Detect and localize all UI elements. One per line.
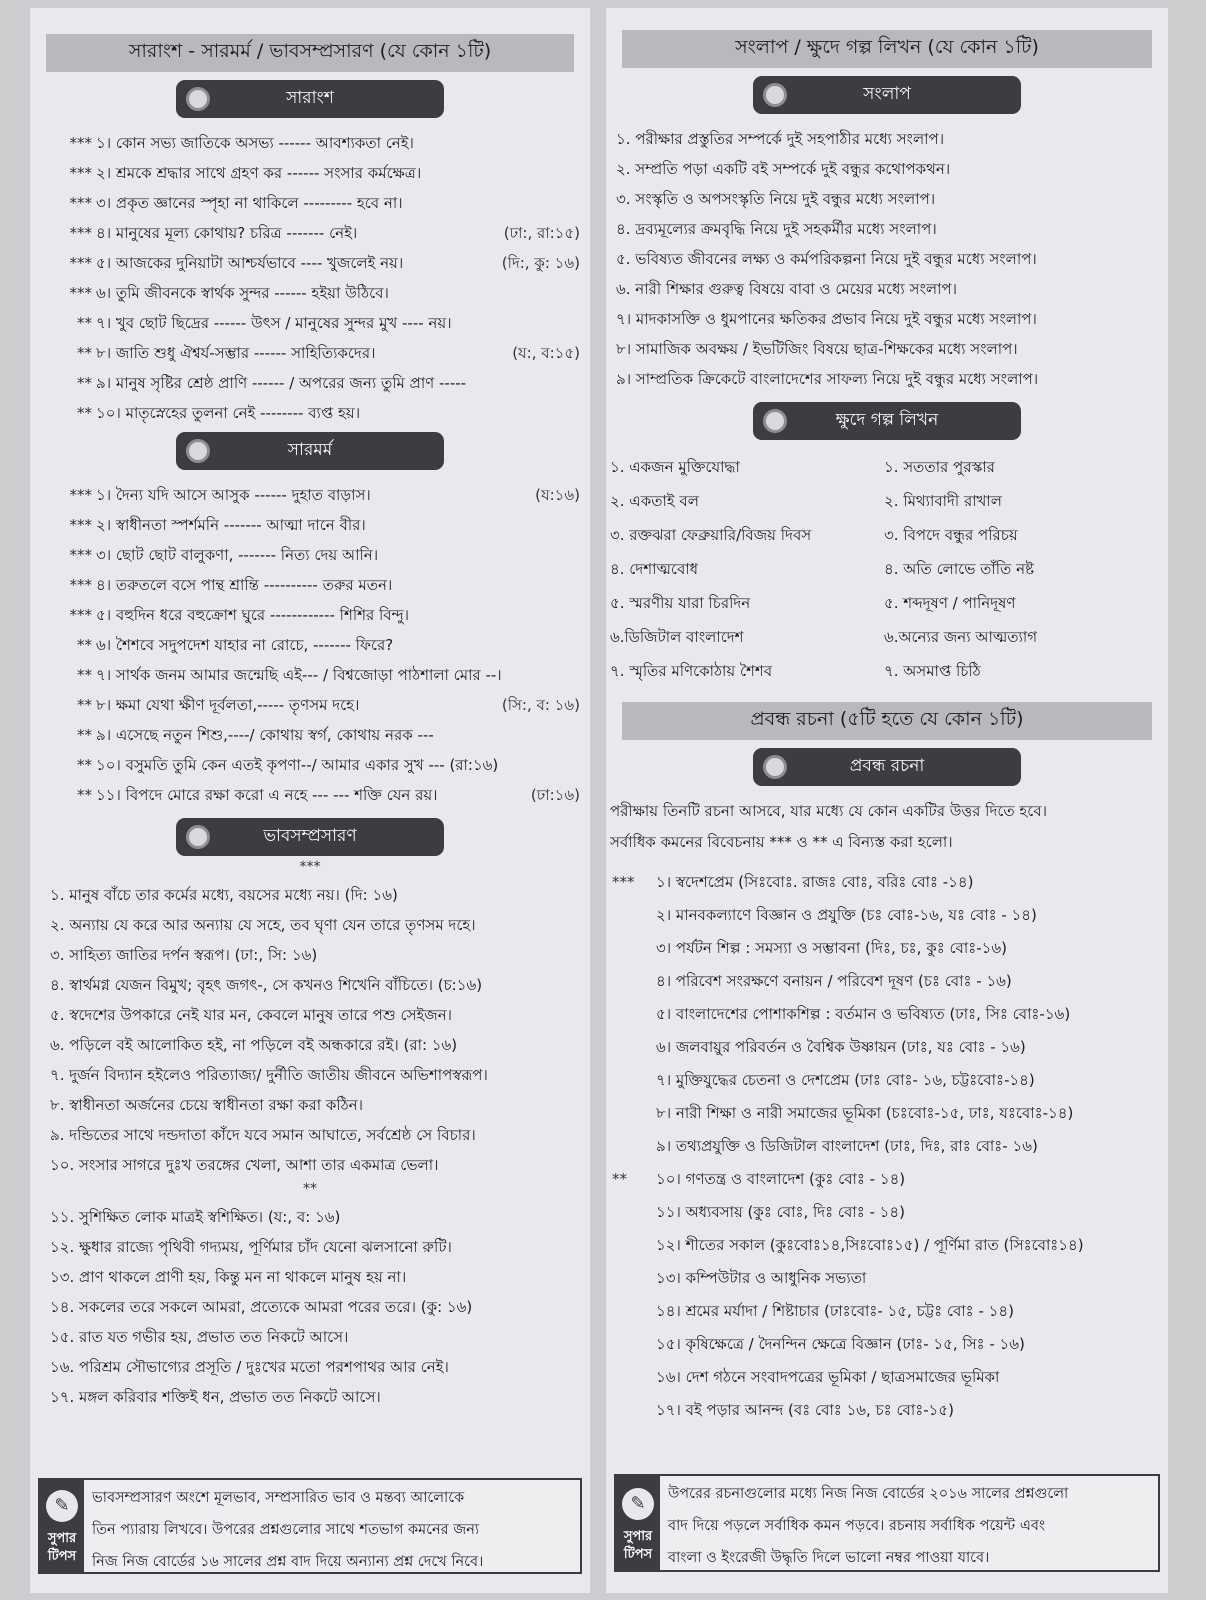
item-text: ৪. স্বার্থমগ্ন যেজন বিমুখ; বৃহৎ জগৎ-, সে কখনও শিখেনি বাঁচিতে। (চ:১৬) bbox=[50, 976, 483, 994]
item-text: ৩. রক্তঝরা ফেব্রুয়ারি/বিজয় দিবস bbox=[610, 526, 812, 544]
list-item bbox=[612, 1196, 1168, 1229]
item-text: ৪। পরিবেশ সংরক্ষণে বনায়ন / পরিবেশ দূষণ (চঃ বোঃ - ১৬) bbox=[656, 972, 1012, 990]
importance-stars: ** bbox=[77, 756, 92, 774]
bullet-icon bbox=[763, 83, 787, 107]
bhab-list-a bbox=[30, 880, 590, 1180]
story-title-pill bbox=[753, 402, 1021, 440]
bullet-icon bbox=[763, 409, 787, 433]
board-reference: (ঢা:, রা:১৫) bbox=[503, 224, 580, 242]
item-text: ৬। শৈশবে সদুপদেশ যাহার না রোচে, ------- ফিরে? bbox=[96, 636, 394, 654]
tips-badge bbox=[616, 1476, 660, 1570]
list-item bbox=[30, 480, 590, 510]
item-text: ১. একজন মুক্তিযোদ্ধা bbox=[610, 458, 740, 476]
list-item bbox=[612, 932, 1168, 965]
importance-stars: *** bbox=[69, 516, 92, 534]
bullet-icon bbox=[186, 825, 210, 849]
item-text: ২. সম্প্রতি পড়া একটি বই সম্পর্কে দুই বন্ধুর কথোপকথন। bbox=[616, 160, 951, 178]
item-text: ৮. স্বাধীনতা অর্জনের চেয়ে স্বাধীনতা রক্ষা করা কঠিন। bbox=[50, 1096, 363, 1114]
item-text: ১৭. মঙ্গল করিবার শক্তিই ধন, প্রভাত তত নিকটে আসে। bbox=[50, 1388, 381, 1406]
list-item bbox=[30, 630, 590, 660]
importance-stars: ** bbox=[77, 726, 92, 744]
list-item bbox=[30, 1090, 590, 1120]
item-text: ১২. ক্ষুধার রাজ্যে পৃথিবী গদ্যময়, পূর্ণিমার চাঁদ যেনো ঝলসানো রুটি। bbox=[50, 1238, 452, 1256]
item-text: ৩. সংস্কৃতি ও অপসংস্কৃতি নিয়ে দুই বন্ধুর মধ্যে সংলাপ। bbox=[616, 190, 936, 208]
right-column bbox=[606, 8, 1168, 1593]
list-item bbox=[30, 1382, 590, 1412]
list-item bbox=[30, 910, 590, 940]
badge-text: টিপস bbox=[623, 1547, 653, 1562]
section-header: সংলাপ / ক্ষুদে গল্প লিখন (যে কোন ১টি) bbox=[622, 30, 1152, 68]
list-item bbox=[612, 1361, 1168, 1394]
importance-stars: *** bbox=[69, 134, 92, 152]
item-text: ৪. অতি লোভে তাঁতি নষ্ট bbox=[884, 560, 1035, 578]
stars-marker: ** bbox=[303, 1181, 317, 1197]
list-item bbox=[30, 1000, 590, 1030]
item-text: ৩। পর্যটন শিল্প : সমস্যা ও সম্ভাবনা (দিঃ, চঃ, কুঃ বোঃ-১৬) bbox=[656, 939, 1008, 957]
item-text: ১১। বিপদে মোরে রক্ষা করো এ নহে --- --- শক্তি যেন রয়। bbox=[96, 786, 438, 804]
list-item bbox=[612, 1097, 1168, 1130]
list-item bbox=[30, 1262, 590, 1292]
list-item bbox=[612, 364, 1168, 394]
item-text: ৩. সাহিত্য জাতির দর্পন স্বরূপ। (ঢা:, সি: ১৬) bbox=[50, 946, 318, 964]
item-text: ৫. ভবিষ্যত জীবনের লক্ষ্য ও কর্মপরিকল্পনা নিয়ে দুই বন্ধুর মধ্যে সংলাপ। bbox=[616, 250, 1037, 268]
list-item bbox=[610, 586, 884, 620]
importance-stars: *** bbox=[69, 254, 92, 272]
list-item bbox=[610, 654, 884, 688]
list-item bbox=[612, 998, 1168, 1031]
item-text: ৫। বাংলাদেশের পোশাকশিল্প : বর্তমান ও ভবিষ্যত (ঢাঃ, সিঃ বোঃ-১৬) bbox=[656, 1005, 1071, 1023]
list-item bbox=[884, 450, 1158, 484]
importance-stars: ** bbox=[77, 786, 92, 804]
item-text: ৯। তথ্যপ্রযুক্তি ও ডিজিটাল বাংলাদেশ (ঢাঃ, দিঃ, রাঃ বোঃ- ১৬) bbox=[656, 1137, 1038, 1155]
list-item bbox=[612, 1394, 1168, 1427]
item-text: ৪. দেশাত্মবোধ bbox=[610, 560, 699, 578]
list-item bbox=[884, 518, 1158, 552]
pill-label: সংলাপ bbox=[863, 84, 911, 104]
list-item bbox=[30, 188, 590, 218]
list-item bbox=[30, 278, 590, 308]
list-item bbox=[612, 214, 1168, 244]
tip-line: ভাবসম্প্রসারণ অংশে মূলভাব, সম্প্রসারিত ভাব ও মন্তব্য আলোকে bbox=[92, 1490, 465, 1506]
list-item bbox=[30, 660, 590, 690]
sarangsho-title-pill bbox=[176, 80, 444, 118]
bullet-icon bbox=[186, 87, 210, 111]
importance-stars: *** bbox=[69, 284, 92, 302]
importance-stars: *** bbox=[69, 546, 92, 564]
item-text: ৮। জাতি শুধু ঐশ্বর্য-সম্ভার ------ সাহিত্যিকদের। bbox=[96, 344, 376, 362]
importance-stars: ** bbox=[77, 374, 92, 392]
item-text: ৫. স্মরণীয় যারা চিরদিন bbox=[610, 594, 751, 612]
list-item bbox=[30, 720, 590, 750]
item-text: ১৫। কৃষিক্ষেত্রে / দৈনন্দিন ক্ষেত্রে বিজ্ঞান (ঢাঃ- ১৫, সিঃ - ১৬) bbox=[656, 1335, 1025, 1353]
intro-line: পরীক্ষায় তিনটি রচনা আসবে, যার মধ্যে যে কোন একটির উত্তর দিতে হবে। bbox=[610, 802, 1047, 820]
list-item bbox=[30, 338, 590, 368]
list-item bbox=[610, 450, 884, 484]
item-text: ৫. শব্দদূষণ / পানিদূষণ bbox=[884, 594, 1016, 612]
list-item bbox=[30, 1120, 590, 1150]
item-text: ২। স্বাধীনতা স্পর্শমনি ------- আত্মা দানে বীর। bbox=[96, 516, 366, 534]
list-item bbox=[30, 690, 590, 720]
importance-stars: *** bbox=[612, 873, 635, 891]
list-item bbox=[30, 970, 590, 1000]
importance-stars: ** bbox=[77, 636, 92, 654]
list-item bbox=[30, 510, 590, 540]
bhab-title-pill bbox=[176, 818, 444, 856]
left-column bbox=[30, 8, 590, 1593]
item-text: ১২। শীতের সকাল (কুঃবোঃ১৪,সিঃবোঃ১৫) / পূর্ণিমা রাত (সিঃবোঃ১৪) bbox=[656, 1236, 1084, 1254]
item-text: ১৬। দেশ গঠনে সংবাদপত্রের ভূমিকা / ছাত্রসমাজের ভূমিকা bbox=[656, 1368, 1000, 1386]
item-text: ১। দৈন্য যদি আসে আসুক ------ দুহাত বাড়াস। bbox=[96, 486, 371, 504]
tip-line: বাদ দিয়ে পড়লে সর্বাধিক কমন পড়বে। রচনায় সর্বাধিক পয়েন্ট এবং bbox=[668, 1518, 1046, 1534]
list-item bbox=[612, 1262, 1168, 1295]
item-text: ৭। মাদকাসক্তি ও ধুমপানের ক্ষতিকর প্রভাব নিয়ে দুই বন্ধুর মধ্যে সংলাপ। bbox=[616, 310, 1037, 328]
importance-stars: ** bbox=[77, 666, 92, 684]
list-item bbox=[884, 484, 1158, 518]
item-text: ৯। সাম্প্রতিক ক্রিকেটে বাংলাদেশের সাফল্য নিয়ে দুই বন্ধুর মধ্যে সংলাপ। bbox=[616, 370, 1039, 388]
badge-text: সুপার bbox=[623, 1529, 653, 1544]
list-item bbox=[30, 128, 590, 158]
tip-line: বাংলা ও ইংরেজী উদ্ধৃতি দিলে ভালো নম্বর পাওয়া যাবে। bbox=[668, 1550, 990, 1566]
board-reference: (দি:, কু: ১৬) bbox=[501, 254, 580, 272]
list-item bbox=[30, 158, 590, 188]
item-text: ১৩। কম্পিউটার ও আধুনিক সভ্যতা bbox=[656, 1269, 867, 1287]
tip-line: উপরের রচনাগুলোর মধ্যে নিজ নিজ বোর্ডের ২০১৬ সালের প্রশ্নগুলো bbox=[668, 1486, 1069, 1502]
board-reference: (ঢা:১৬) bbox=[530, 786, 580, 804]
importance-stars: *** bbox=[69, 606, 92, 624]
badge-text: টিপস bbox=[47, 1549, 77, 1564]
lightbulb-icon: ✎ bbox=[46, 1490, 78, 1522]
list-item bbox=[610, 484, 884, 518]
item-text: ১৪। শ্রমের মর্যাদা / শিষ্টাচার (ঢাঃবোঃ- ১৫, চট্টঃ বোঃ - ১৪) bbox=[656, 1302, 1014, 1320]
item-text: ৮। নারী শিক্ষা ও নারী সমাজের ভূমিকা (চঃবোঃ-১৫, ঢাঃ, যঃবোঃ-১৪) bbox=[656, 1104, 1074, 1122]
board-reference: (য:১৬) bbox=[535, 486, 580, 504]
bhab-list-b bbox=[30, 1202, 590, 1412]
item-text: ১০। বসুমতি তুমি কেন এতই কৃপণা--/ আমার একার সুখ --- (রা:১৬) bbox=[96, 756, 499, 774]
pill-label: ক্ষুদে গল্প লিখন bbox=[835, 410, 939, 430]
item-text: ৪. দ্রব্যমূল্যের ক্রমবৃদ্ধি নিয়ে দুই সহকর্মীর মধ্যে সংলাপ। bbox=[616, 220, 937, 238]
item-text: ১। স্বদেশপ্রেম (সিঃবোঃ. রাজঃ বোঃ, বরিঃ বোঃ -১৪) bbox=[656, 873, 974, 891]
item-text: ১. সততার পুরস্কার bbox=[884, 458, 995, 476]
item-text: ৫. স্বদেশের উপকারে নেই যার মন, কেবলে মানুষ তারে পশু সেইজন। bbox=[50, 1006, 453, 1024]
item-text: ১. মানুষ বাঁচে তার কর্মের মধ্যে, বয়সের মধ্যে নয়। (দি: ১৬) bbox=[50, 886, 398, 904]
list-item bbox=[884, 620, 1158, 654]
importance-stars: *** bbox=[69, 194, 92, 212]
item-text: ৬. পড়িলে বই আলোকিত হই, না পড়িলে বই অন্ধকারে রই। (রা: ১৬) bbox=[50, 1036, 458, 1054]
list-item bbox=[612, 965, 1168, 998]
list-item bbox=[612, 334, 1168, 364]
bullet-icon bbox=[186, 439, 210, 463]
list-item bbox=[30, 600, 590, 630]
list-item bbox=[612, 1328, 1168, 1361]
item-text: ২। মানবকল্যাণে বিজ্ঞান ও প্রযুক্তি (চঃ বোঃ-১৬, যঃ বোঃ - ১৪) bbox=[656, 906, 1037, 924]
item-text: ৬। জলবায়ুর পরিবর্তন ও বৈশ্বিক উষ্ণায়ন (ঢাঃ, যঃ বোঃ - ১৬) bbox=[656, 1038, 1026, 1056]
tip-text bbox=[660, 1476, 1158, 1570]
super-tips-box bbox=[614, 1474, 1160, 1572]
list-item bbox=[612, 184, 1168, 214]
story-column-2 bbox=[884, 450, 1158, 688]
list-item bbox=[30, 1352, 590, 1382]
bullet-icon bbox=[763, 755, 787, 779]
list-item bbox=[30, 780, 590, 810]
list-item bbox=[30, 1292, 590, 1322]
importance-stars: *** bbox=[69, 224, 92, 242]
badge-text: সুপার bbox=[47, 1531, 77, 1546]
item-text: ৩। প্রকৃত জ্ঞানের স্পৃহা না থাকিলে --------- হবে না। bbox=[96, 194, 403, 212]
sarmormo-title-pill bbox=[176, 432, 444, 470]
item-text: ৮। ক্ষমা যেথা ক্ষীণ দূর্বলতা,----- তৃণসম দহে। bbox=[96, 696, 360, 714]
item-text: ৭. স্মৃতির মণিকোঠায় শৈশব bbox=[610, 662, 773, 680]
item-text: ৪। তরুতলে বসে পান্থ শ্রান্তি ---------- তরুর মতন। bbox=[96, 576, 393, 594]
item-text: ১৩. প্রাণ থাকলে প্রাণী হয়, কিন্তু মন না থাকলে মানুষ হয় না। bbox=[50, 1268, 407, 1286]
importance-stars: ** bbox=[77, 344, 92, 362]
item-text: ১। কোন সভ্য জাতিকে অসভ্য ------ আবশ্যকতা নেই। bbox=[96, 134, 414, 152]
stars-marker: *** bbox=[299, 859, 321, 875]
list-item bbox=[30, 1030, 590, 1060]
item-text: ৬। তুমি জীবনকে স্বার্থক সুন্দর ------ হইয়া উঠিবে। bbox=[96, 284, 389, 302]
item-text: ২. একতাই বল bbox=[610, 492, 699, 510]
item-text: ৯। মানুষ সৃষ্টির শ্রেষ্ঠ প্রাণি ------ / অপরের জন্য তুমি প্রাণ ----- bbox=[96, 374, 467, 392]
list-item bbox=[612, 124, 1168, 154]
item-text: ৪। মানুষের মূল্য কোথায়? চরিত্র ------- নেই। bbox=[96, 224, 358, 242]
essay-title-pill bbox=[753, 748, 1021, 786]
lightbulb-icon: ✎ bbox=[622, 1488, 654, 1520]
list-item bbox=[612, 244, 1168, 274]
item-text: ১০. সংসার সাগরে দুঃখ তরঙ্গের খেলা, আশা তার একমাত্র ভেলা। bbox=[50, 1156, 439, 1174]
list-item bbox=[30, 880, 590, 910]
songlap-list bbox=[606, 124, 1168, 394]
songlap-title-pill bbox=[753, 76, 1021, 114]
story-grid bbox=[606, 450, 1168, 688]
item-text: ২. অন্যায় যে করে আর অন্যায় যে সহে, তব ঘৃণা যেন তারে তৃণসম দহে। bbox=[50, 916, 476, 934]
list-item bbox=[30, 540, 590, 570]
list-item bbox=[612, 899, 1168, 932]
list-item bbox=[612, 1130, 1168, 1163]
essay-intro bbox=[606, 796, 1168, 866]
list-item bbox=[30, 570, 590, 600]
importance-stars: ** bbox=[77, 696, 92, 714]
item-text: ৩। ছোট ছোট বালুকণা, ------- নিত্য দেয় আনি। bbox=[96, 546, 379, 564]
list-item bbox=[884, 654, 1158, 688]
importance-stars: *** bbox=[69, 164, 92, 182]
list-item bbox=[610, 552, 884, 586]
story-column-1 bbox=[610, 450, 884, 688]
importance-stars: *** bbox=[69, 576, 92, 594]
intro-line: সর্বাধিক কমনের বিবেচনায় *** ও ** এ বিন্যস্ত করা হলো। bbox=[610, 833, 953, 851]
board-reference: (সি:, ব: ১৬) bbox=[501, 696, 580, 714]
item-text: ৬.অন্যের জন্য আত্মত্যাগ bbox=[884, 628, 1038, 646]
list-item bbox=[612, 1163, 1168, 1196]
super-tips-box bbox=[38, 1478, 582, 1574]
item-text: ৭. দুর্জন বিদ্যান হইলেও পরিত্যাজ্য/ দুর্নীতি জাতীয় জীবনে অভিশাপস্বরূপ। bbox=[50, 1066, 488, 1084]
tip-line: তিন প্যারায় লিখবে। উপরের প্রশ্নগুলোর সাথে শতভাগ কমনের জন্য bbox=[92, 1522, 480, 1538]
item-text: ৯। এসেছে নতুন শিশু,----/ কোথায় স্বর্গ, কোথায় নরক --- bbox=[96, 726, 434, 744]
list-item bbox=[612, 154, 1168, 184]
item-text: ১১। অধ্যবসায় (কুঃ বোঃ, দিঃ বোঃ - ১৪) bbox=[656, 1203, 905, 1221]
essay-header: প্রবন্ধ রচনা (৫টি হতে যে কোন ১টি) bbox=[622, 702, 1152, 740]
list-item bbox=[30, 218, 590, 248]
list-item bbox=[884, 586, 1158, 620]
item-text: ২। শ্রমকে শ্রদ্ধার সাথে গ্রহণ কর ------ সংসার কর্মক্ষেত্র। bbox=[96, 164, 422, 182]
list-item bbox=[612, 1064, 1168, 1097]
item-text: ৭। মুক্তিযুদ্ধের চেতনা ও দেশপ্রেম (ঢাঃ বোঃ- ১৬, চট্টঃবোঃ-১৪) bbox=[656, 1071, 1035, 1089]
list-item bbox=[610, 518, 884, 552]
item-text: ১১. সুশিক্ষিত লোক মাত্রই স্বশিক্ষিত। (য:, ব: ১৬) bbox=[50, 1208, 341, 1226]
item-text: ৫। আজকের দুনিয়াটা আশ্চর্যভাবে ---- খুজলেই নয়। bbox=[96, 254, 404, 272]
item-text: ১৫. রাত যত গভীর হয়, প্রভাত তত নিকটে আসে। bbox=[50, 1328, 349, 1346]
pill-label: সারমর্ম bbox=[287, 440, 333, 460]
item-text: ১৬. পরিশ্রম সৌভাগ্যের প্রসূতি / দুঃখের মতো পরশপাথর আর নেই। bbox=[50, 1358, 449, 1376]
pill-label: প্রবন্ধ রচনা bbox=[849, 756, 925, 776]
list-item bbox=[30, 1202, 590, 1232]
board-reference: (য:, ব:১৫) bbox=[512, 344, 580, 362]
list-item bbox=[612, 304, 1168, 334]
tips-badge bbox=[40, 1480, 84, 1572]
list-item bbox=[30, 248, 590, 278]
list-item bbox=[612, 274, 1168, 304]
list-item bbox=[30, 398, 590, 428]
list-item bbox=[612, 1295, 1168, 1328]
list-item bbox=[884, 552, 1158, 586]
item-text: ৭। সার্থক জনম আমার জন্মেছি এই--- / বিশ্বজোড়া পাঠশালা মোর --। bbox=[96, 666, 502, 684]
importance-stars: ** bbox=[77, 314, 92, 332]
list-item bbox=[30, 1322, 590, 1352]
item-text: ১৭। বই পড়ার আনন্দ (বঃ বোঃ ১৬, চঃ বোঃ-১৫) bbox=[656, 1401, 954, 1419]
list-item bbox=[30, 308, 590, 338]
section-header: সারাংশ - সারমর্ম / ভাবসম্প্রসারণ (যে কোন ১টি) bbox=[46, 34, 574, 72]
list-item bbox=[30, 1232, 590, 1262]
list-item bbox=[30, 368, 590, 398]
list-item bbox=[30, 750, 590, 780]
item-text: ৫। বহুদিন ধরে বহুক্রোশ ঘুরে ------------ শিশির বিন্দু। bbox=[96, 606, 410, 624]
tip-line: নিজ নিজ বোর্ডের ১৬ সালের প্রশ্ন বাদ দিয়ে অন্যান্য প্রশ্ন দেখে নিবে। bbox=[92, 1554, 484, 1570]
item-text: ২. মিথ্যাবাদী রাখাল bbox=[884, 492, 1002, 510]
list-item bbox=[30, 1060, 590, 1090]
importance-stars: ** bbox=[77, 404, 92, 422]
item-text: ৩. বিপদে বন্ধুর পরিচয় bbox=[884, 526, 1018, 544]
item-text: ৯. দন্ডিতের সাথে দন্ডদাতা কাঁদে যবে সমান আঘাতে, সর্বশ্রেষ্ঠ সে বিচার। bbox=[50, 1126, 476, 1144]
list-item bbox=[610, 620, 884, 654]
list-item bbox=[30, 940, 590, 970]
essay-list bbox=[606, 866, 1168, 1427]
sarangsho-list bbox=[30, 128, 590, 428]
pill-label: সারাংশ bbox=[286, 88, 334, 108]
list-item bbox=[612, 866, 1168, 899]
item-text: ৮। সামাজিক অবক্ষয় / ইভটিজিং বিষয়ে ছাত্র-শিক্ষকের মধ্যে সংলাপ। bbox=[616, 340, 1018, 358]
item-text: ৬. নারী শিক্ষার গুরুত্ব বিষয়ে বাবা ও মেয়ের মধ্যে সংলাপ। bbox=[616, 280, 957, 298]
importance-stars: ** bbox=[612, 1170, 627, 1188]
list-item bbox=[30, 1150, 590, 1180]
item-text: ৭। খুব ছোট ছিদ্রের ------ উৎস / মানুষের সুন্দর মুখ ---- নয়। bbox=[96, 314, 452, 332]
pill-label: ভাবসম্প্রসারণ bbox=[263, 826, 357, 846]
list-item bbox=[612, 1031, 1168, 1064]
sarmormo-list bbox=[30, 480, 590, 810]
list-item bbox=[612, 1229, 1168, 1262]
item-text: ১৪. সকলের তরে সকলে আমরা, প্রত্যেকে আমরা পরের তরে। (কু: ১৬) bbox=[50, 1298, 473, 1316]
item-text: ৭. অসমাপ্ত চিঠি bbox=[884, 662, 981, 680]
item-text: ১০। গণতন্ত্র ও বাংলাদেশ (কুঃ বোঃ - ১৪) bbox=[656, 1170, 906, 1188]
item-text: ১. পরীক্ষার প্রস্তুতির সম্পর্কে দুই সহপাঠীর মধ্যে সংলাপ। bbox=[616, 130, 945, 148]
item-text: ৬.ডিজিটাল বাংলাদেশ bbox=[610, 628, 744, 646]
tip-text bbox=[84, 1480, 580, 1572]
importance-stars: *** bbox=[69, 486, 92, 504]
item-text: ১০। মাতৃস্নেহের তুলনা নেই -------- ব্যপ্ত হয়। bbox=[96, 404, 361, 422]
